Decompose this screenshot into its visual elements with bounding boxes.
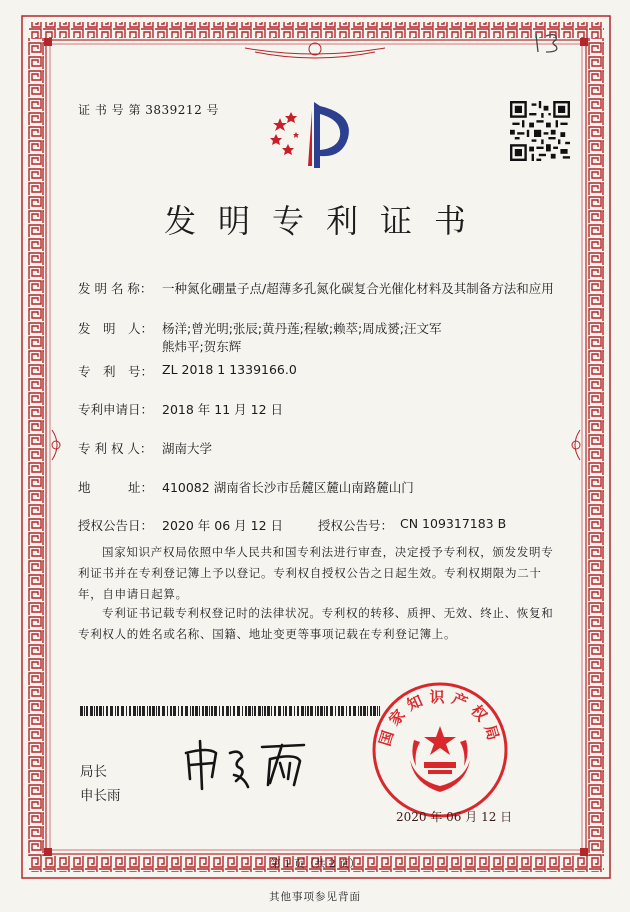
certificate-number: 证 书 号 第 3839212 号 — [78, 103, 220, 117]
qr-code — [510, 101, 570, 161]
page-title: 发明专利证书 — [163, 202, 488, 240]
seal-date: 2020 年 06 月 12 日 — [396, 810, 513, 824]
grant-number: CN 109317183 B — [400, 516, 507, 531]
inventors-label: 发 明 人： — [78, 321, 154, 336]
patent-number: ZL 2018 1 1339166.0 — [162, 362, 297, 377]
filing-date-label: 专利申请日： — [78, 402, 154, 417]
cnipa-emblem-icon — [262, 96, 362, 176]
invention-name: 一种氮化硼量子点/超薄多孔氮化碳复合光催化材料及其制备方法和应用 — [162, 281, 554, 296]
footnote: 其他事项参见背面 — [269, 891, 361, 903]
director-signature — [178, 733, 328, 793]
address-label: 地 址： — [78, 480, 154, 495]
invention-name-label: 发 明 名 称： — [78, 281, 153, 296]
patentee-label: 专 利 权 人： — [78, 441, 153, 456]
seal-text — [370, 680, 510, 820]
statement-paragraph-1: 国家知识产权局依照中华人民共和国专利法进行审查，决定授予专利权，颁发发明专利证书并在专利登记簿上予以登记。专利权自授权公告之日起生效。专利权期限为二十年，自申请日起算。 — [78, 545, 554, 601]
handwritten-mark — [532, 30, 572, 56]
filing-date: 2018 年 11 月 12 日 — [162, 402, 283, 417]
inventors-line-2: 熊炜平;贺东辉 — [162, 339, 242, 354]
inventors-line-1: 杨洋;曾光明;张辰;黄丹莲;程敏;赖萃;周成赟;汪文军 — [162, 321, 442, 336]
grant-number-label: 授权公告号： — [318, 518, 394, 533]
signatory-name: 申长雨 — [80, 788, 121, 804]
statement-paragraph-2: 专利证书记载专利权登记时的法律状况。专利权的转移、质押、无效、终止、恢复和专利权人的姓名或名称、国籍、地址变更等事项记载在专利登记簿上。 — [78, 606, 554, 641]
page-indicator: 第 1 页（共 2 页） — [270, 858, 360, 870]
patent-number-label: 专 利 号： — [78, 364, 154, 379]
svg-text:国家知识产权局: 国家知识产权局 — [375, 688, 505, 749]
signatory-title: 局长 — [80, 764, 107, 780]
grant-date-label: 授权公告日： — [78, 518, 154, 533]
grant-date: 2020 年 06 月 12 日 — [162, 518, 283, 533]
barcode — [80, 706, 380, 716]
address: 410082 湖南省长沙市岳麓区麓山南路麓山门 — [162, 480, 414, 495]
patentee: 湖南大学 — [162, 441, 213, 456]
